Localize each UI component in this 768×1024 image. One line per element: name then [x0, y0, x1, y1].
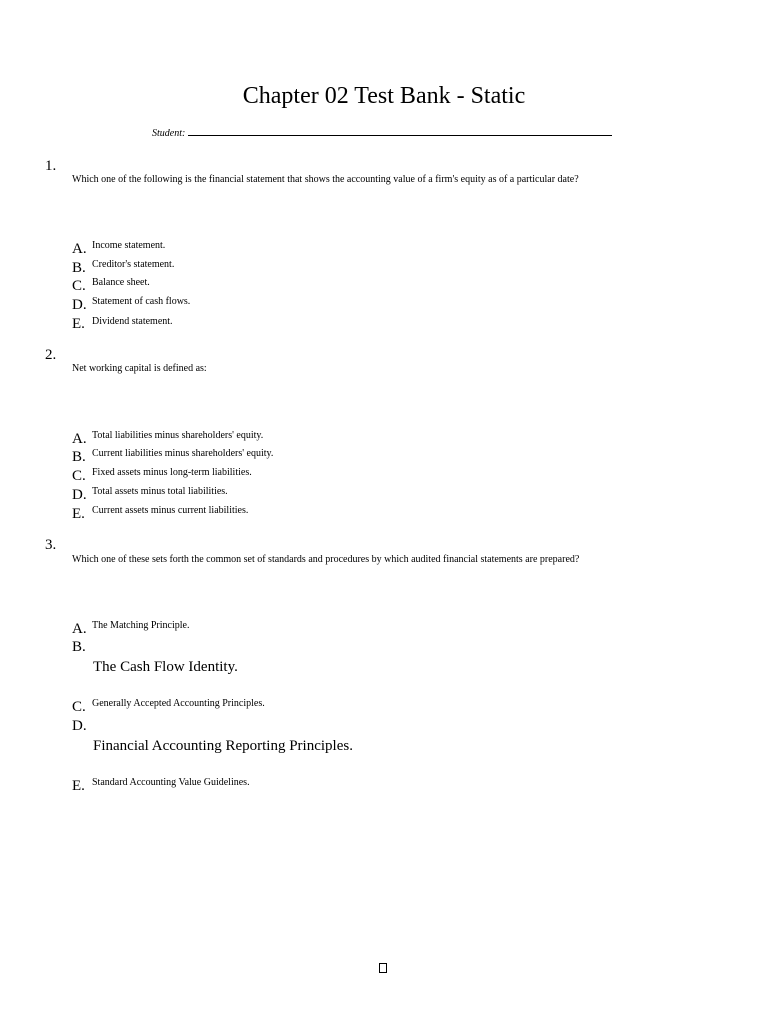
question-text: Net working capital is defined as: [72, 363, 207, 374]
question-text: Which one of these sets forth the common set of standards and procedures by which audited financial statements are prepared? [72, 554, 580, 565]
question-number: 3. [45, 537, 57, 553]
option-text: Balance sheet. [92, 277, 150, 288]
option-letter: A. [72, 241, 87, 257]
option-text: Creditor's statement. [92, 259, 175, 270]
option-text: Generally Accepted Accounting Principles. [92, 698, 265, 709]
option-letter: A. [72, 621, 87, 637]
student-name-blank [188, 126, 612, 136]
page-title: Chapter 02 Test Bank - Static [242, 83, 526, 109]
option-letter: C. [72, 278, 86, 294]
option-text: Statement of cash flows. [92, 296, 191, 307]
option-text: Current assets minus current liabilities. [92, 505, 249, 516]
option-letter: C. [72, 468, 86, 484]
option-letter: D. [72, 297, 87, 313]
option-letter: C. [72, 699, 86, 715]
option-text: Fixed assets minus long-term liabilities. [92, 467, 252, 478]
question-text: Which one of the following is the financial statement that shows the accounting value of a firm's equity as of a particular date? [72, 174, 579, 185]
option-letter: D. [72, 718, 87, 734]
option-text: Current liabilities minus shareholders' equity. [92, 448, 274, 459]
option-letter: B. [72, 639, 86, 655]
option-text: The Cash Flow Identity. [93, 659, 238, 675]
student-label: Student: [152, 128, 186, 139]
page-marker-glyph [379, 963, 387, 973]
option-text: Total assets minus total liabilities. [92, 486, 228, 497]
option-text: The Matching Principle. [92, 620, 190, 631]
option-letter: E. [72, 316, 85, 332]
student-field [152, 126, 612, 141]
option-text: Dividend statement. [92, 316, 173, 327]
option-letter: B. [72, 260, 86, 276]
option-letter: D. [72, 487, 87, 503]
option-text: Total liabilities minus shareholders' equity. [92, 430, 264, 441]
option-text: Standard Accounting Value Guidelines. [92, 777, 250, 788]
question-number: 1. [45, 158, 57, 174]
option-text: Income statement. [92, 240, 166, 251]
option-letter: E. [72, 506, 85, 522]
option-letter: E. [72, 778, 85, 794]
question-number: 2. [45, 347, 57, 363]
option-text: Financial Accounting Reporting Principles. [93, 738, 353, 754]
option-letter: B. [72, 449, 86, 465]
option-letter: A. [72, 431, 87, 447]
